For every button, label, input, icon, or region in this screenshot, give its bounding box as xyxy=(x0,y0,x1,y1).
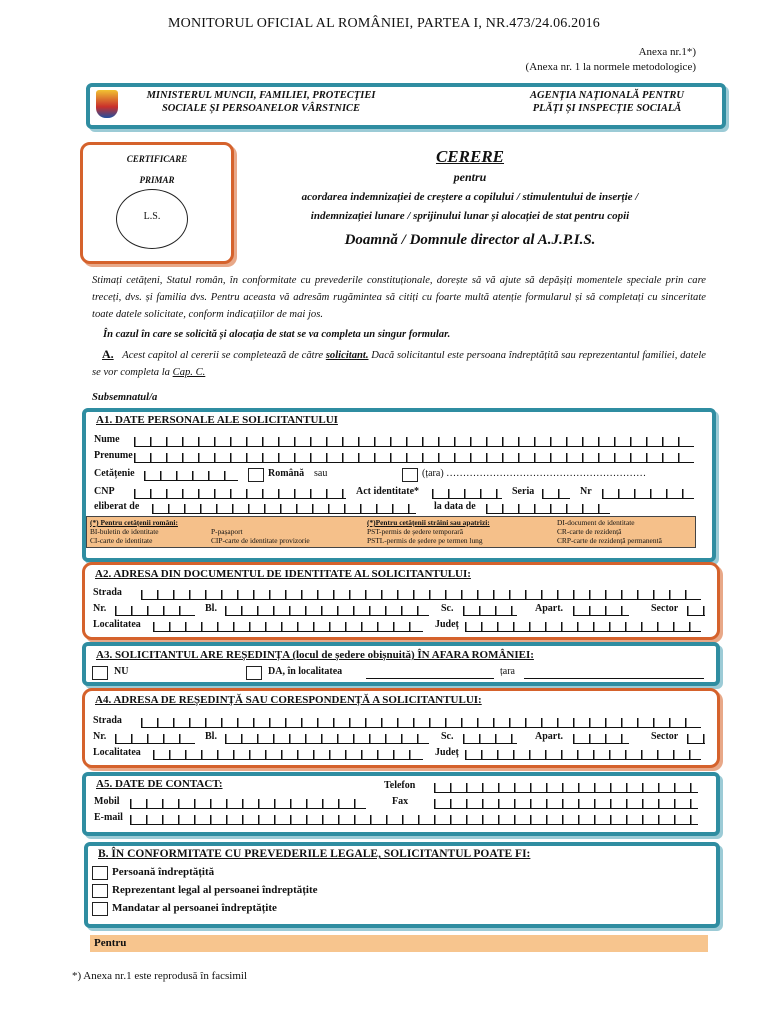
cnp-label: CNP xyxy=(94,486,115,497)
fax-label: Fax xyxy=(392,796,409,807)
intro-paragraph: Stimați cetățeni, Statul român, în conformitate cu prevederile constituționale, dorește să vă ajute să depășiți momentele speciale prin care treceți, dvs. și familia dvs. Pentru aceasta vă adresăm rugămintea să citiți cu foarte multă atenție formularul și să completați cu sinceritate toate datele solicitate, conform indicațiilor de mai jos. xyxy=(92,275,706,320)
res-staircase-field[interactable] xyxy=(463,734,517,744)
entitled-person-label: Persoană îndreptățită xyxy=(112,866,215,878)
series-label: Seria xyxy=(512,486,535,497)
agency-line-1: AGENȚIA NAȚIONALĂ PENTRU xyxy=(529,90,685,101)
mandatary-checkbox[interactable] xyxy=(92,902,108,916)
issue-date-field[interactable] xyxy=(486,504,610,514)
number-label: Nr xyxy=(580,486,592,497)
section-a2-title: A2. ADRESA DIN DOCUMENTUL DE IDENTITATE AL SOLICITANTULUI: xyxy=(95,568,471,580)
staircase-label: Sc. xyxy=(441,603,454,614)
res-sector-field[interactable] xyxy=(687,734,705,744)
section-a1 xyxy=(82,408,716,562)
ministry-line-1: MINISTERUL MUNCII, FAMILIEI, PROTECȚIEI xyxy=(146,90,376,101)
abroad-country-label: țara xyxy=(500,666,515,677)
annex-label: Anexa nr.1*) xyxy=(638,46,696,58)
street-number-label: Nr. xyxy=(93,603,107,614)
legend-item: PSTL-permis de ședere pe termen lung xyxy=(367,536,483,545)
email-field[interactable] xyxy=(130,815,698,825)
romanian-checkbox[interactable] xyxy=(248,468,264,482)
res-sector-label: Sector xyxy=(651,731,679,742)
facsimile-footnote: *) Anexa nr.1 este reprodusă în facsimil xyxy=(72,970,248,982)
citizenship-label: Cetățenie xyxy=(94,468,135,479)
undersigned-label: Subsemnatul/a xyxy=(92,392,158,403)
id-type-label: Act identitate* xyxy=(356,486,420,497)
apartment-field[interactable] xyxy=(573,606,629,616)
single-form-note: În cazul în care se solicită și alocația de stat se va completa un singur formular. xyxy=(103,329,451,340)
res-street-label: Strada xyxy=(93,715,122,726)
mayor-label: PRIMAR xyxy=(139,175,175,185)
legend-item: P-pașaport xyxy=(211,527,243,536)
block-field[interactable] xyxy=(225,606,429,616)
apartment-label: Apart. xyxy=(535,603,564,614)
locality-label: Localitatea xyxy=(93,619,141,630)
id-legend xyxy=(86,516,696,548)
first-name-field[interactable] xyxy=(134,453,694,463)
section-b xyxy=(84,842,720,928)
abroad-no-checkbox[interactable] xyxy=(92,666,108,680)
street-field[interactable] xyxy=(141,590,701,600)
section-a5-title: A5. DATE DE CONTACT: xyxy=(96,778,223,790)
pentru-bar xyxy=(90,935,708,952)
res-staircase-label: Sc. xyxy=(441,731,454,742)
sector-field[interactable] xyxy=(687,606,705,616)
res-street-field[interactable] xyxy=(141,718,701,728)
mandatary-label: Mandatar al persoanei îndreptățite xyxy=(112,902,277,914)
citizenship-field[interactable] xyxy=(144,471,238,481)
block-label: Bl. xyxy=(205,603,217,614)
agency-line-2: PLĂȚI ȘI INSPECȚIE SOCIALĂ xyxy=(532,103,682,114)
legend-foreign-title: (*)Pentru cetățenii străini sau apatrizi: xyxy=(367,518,490,527)
res-block-field[interactable] xyxy=(225,734,429,744)
abroad-country-field[interactable] xyxy=(524,668,704,679)
legal-representative-checkbox[interactable] xyxy=(92,884,108,898)
legend-item: CR-carte de rezidență xyxy=(557,527,622,536)
abroad-no-label: NU xyxy=(114,666,129,677)
mobile-label: Mobil xyxy=(94,796,120,807)
other-country-field[interactable]: (țara) …………………………………………………… xyxy=(422,468,647,479)
seal-circle xyxy=(116,189,188,249)
county-label: Județ xyxy=(435,619,459,630)
chapter-a-letter: A. xyxy=(102,347,114,361)
legend-item: CIP-carte de identitate provizorie xyxy=(211,536,310,545)
email-label: E-mail xyxy=(94,812,123,823)
romanian-label: Română xyxy=(268,468,305,479)
mayor-certification-box xyxy=(80,142,234,264)
section-a4-title: A4. ADRESA DE REȘEDINȚĂ SAU CORESPONDENȚĂ A SOLICITANTULUI: xyxy=(95,694,482,706)
entitled-person-checkbox[interactable] xyxy=(92,866,108,880)
section-a3-title: A3. SOLICITANTUL ARE REȘEDINȚA (locul de ședere obișnuită) ÎN AFARA ROMÂNIEI: xyxy=(96,649,534,661)
legend-item: DI-document de identitate xyxy=(557,518,635,527)
issued-by-label: eliberat de xyxy=(94,501,140,512)
cnp-field[interactable] xyxy=(134,489,346,499)
chapter-a-text-1: Acest capitol al cererii se completează de către xyxy=(122,350,324,361)
res-locality-field[interactable] xyxy=(153,750,423,760)
legend-romanian-title: (*) Pentru cetățenii români: xyxy=(90,518,178,527)
pentru-label: Pentru xyxy=(94,937,127,949)
legend-item: PST-permis de ședere temporară xyxy=(367,527,463,536)
phone-label: Telefon xyxy=(384,780,416,791)
ministry-name xyxy=(136,89,386,115)
staircase-field[interactable] xyxy=(463,606,517,616)
locality-field[interactable] xyxy=(153,622,423,632)
gazette-header: MONITORUL OFICIAL AL ROMÂNIEI, PARTEA I, NR.473/24.06.2016 xyxy=(168,16,600,31)
ministry-line-2: SOCIALE ȘI PERSOANELOR VÂRSTNICE xyxy=(161,103,361,114)
name-field[interactable] xyxy=(134,437,694,447)
chapter-a-description xyxy=(92,346,706,381)
section-a2 xyxy=(82,562,720,640)
sector-label: Sector xyxy=(651,603,679,614)
abroad-locality-field[interactable] xyxy=(366,668,494,679)
section-a4 xyxy=(82,688,720,768)
request-title: CERERE xyxy=(435,147,505,166)
street-number-field[interactable] xyxy=(115,606,195,616)
ministry-banner xyxy=(86,83,726,129)
legend-item: BI-buletin de identitate xyxy=(90,527,159,536)
res-county-label: Județ xyxy=(435,747,459,758)
res-county-field[interactable] xyxy=(465,750,701,760)
section-a3 xyxy=(82,642,720,686)
res-apartment-field[interactable] xyxy=(573,734,629,744)
abroad-yes-label: DA, în localitatea xyxy=(268,666,343,677)
phone-field[interactable] xyxy=(434,783,698,793)
or-label: sau xyxy=(314,468,328,479)
issue-date-label: la data de xyxy=(434,501,476,512)
res-locality-label: Localitatea xyxy=(93,747,141,758)
chapter-a-text-2: Dacă solicitantul este persoana îndreptățită sau reprezentantul familiei, datele se vor completa la xyxy=(92,350,706,378)
legal-representative-label: Reprezentant legal al persoanei îndreptățite xyxy=(112,884,318,896)
salutation: Doamnă / Domnule director al A.J.P.I.S. xyxy=(344,232,596,248)
county-field[interactable] xyxy=(465,622,701,632)
id-type-field[interactable] xyxy=(432,489,502,499)
annex-subtitle: (Anexa nr. 1 la normele metodologice) xyxy=(525,61,696,73)
seal-label: L.S. xyxy=(143,211,161,222)
abroad-yes-checkbox[interactable] xyxy=(246,666,262,680)
section-b-title: B. ÎN CONFORMITATE CU PREVEDERILE LEGALE, SOLICITANTUL POATE FI: xyxy=(98,848,531,860)
first-name-label: Prenume xyxy=(94,450,133,461)
certification-label: CERTIFICARE xyxy=(126,154,188,164)
mobile-field[interactable] xyxy=(130,799,366,809)
res-apartment-label: Apart. xyxy=(535,731,564,742)
request-for: pentru xyxy=(453,170,487,184)
street-label: Strada xyxy=(93,587,122,598)
section-a1-title: A1. DATE PERSONALE ALE SOLICITANTULUI xyxy=(96,414,338,426)
legend-item: CRP-carte de rezidență permanentă xyxy=(557,536,662,545)
legend-item: CI-carte de identitate xyxy=(90,536,153,545)
chapter-a-solicitant: solicitant. xyxy=(325,350,369,361)
request-subject-line-1: acordarea indemnizației de creștere a copilului / stimulentului de inserție / xyxy=(301,191,639,203)
chapter-a-ref: Cap. C. xyxy=(172,367,206,378)
name-label: Nume xyxy=(94,434,120,445)
agency-name xyxy=(512,89,702,115)
issued-by-field[interactable] xyxy=(152,504,416,514)
res-number-label: Nr. xyxy=(93,731,107,742)
request-subject-line-2: indemnizației lunare / sprijinului lunar și alocației de stat pentru copii xyxy=(310,210,630,222)
res-block-label: Bl. xyxy=(205,731,217,742)
other-country-checkbox[interactable] xyxy=(402,468,418,482)
res-number-field[interactable] xyxy=(115,734,195,744)
number-field[interactable] xyxy=(602,489,694,499)
series-field[interactable] xyxy=(542,489,570,499)
section-a5 xyxy=(82,772,720,836)
coat-of-arms-icon xyxy=(96,90,118,118)
fax-field[interactable] xyxy=(434,799,698,809)
